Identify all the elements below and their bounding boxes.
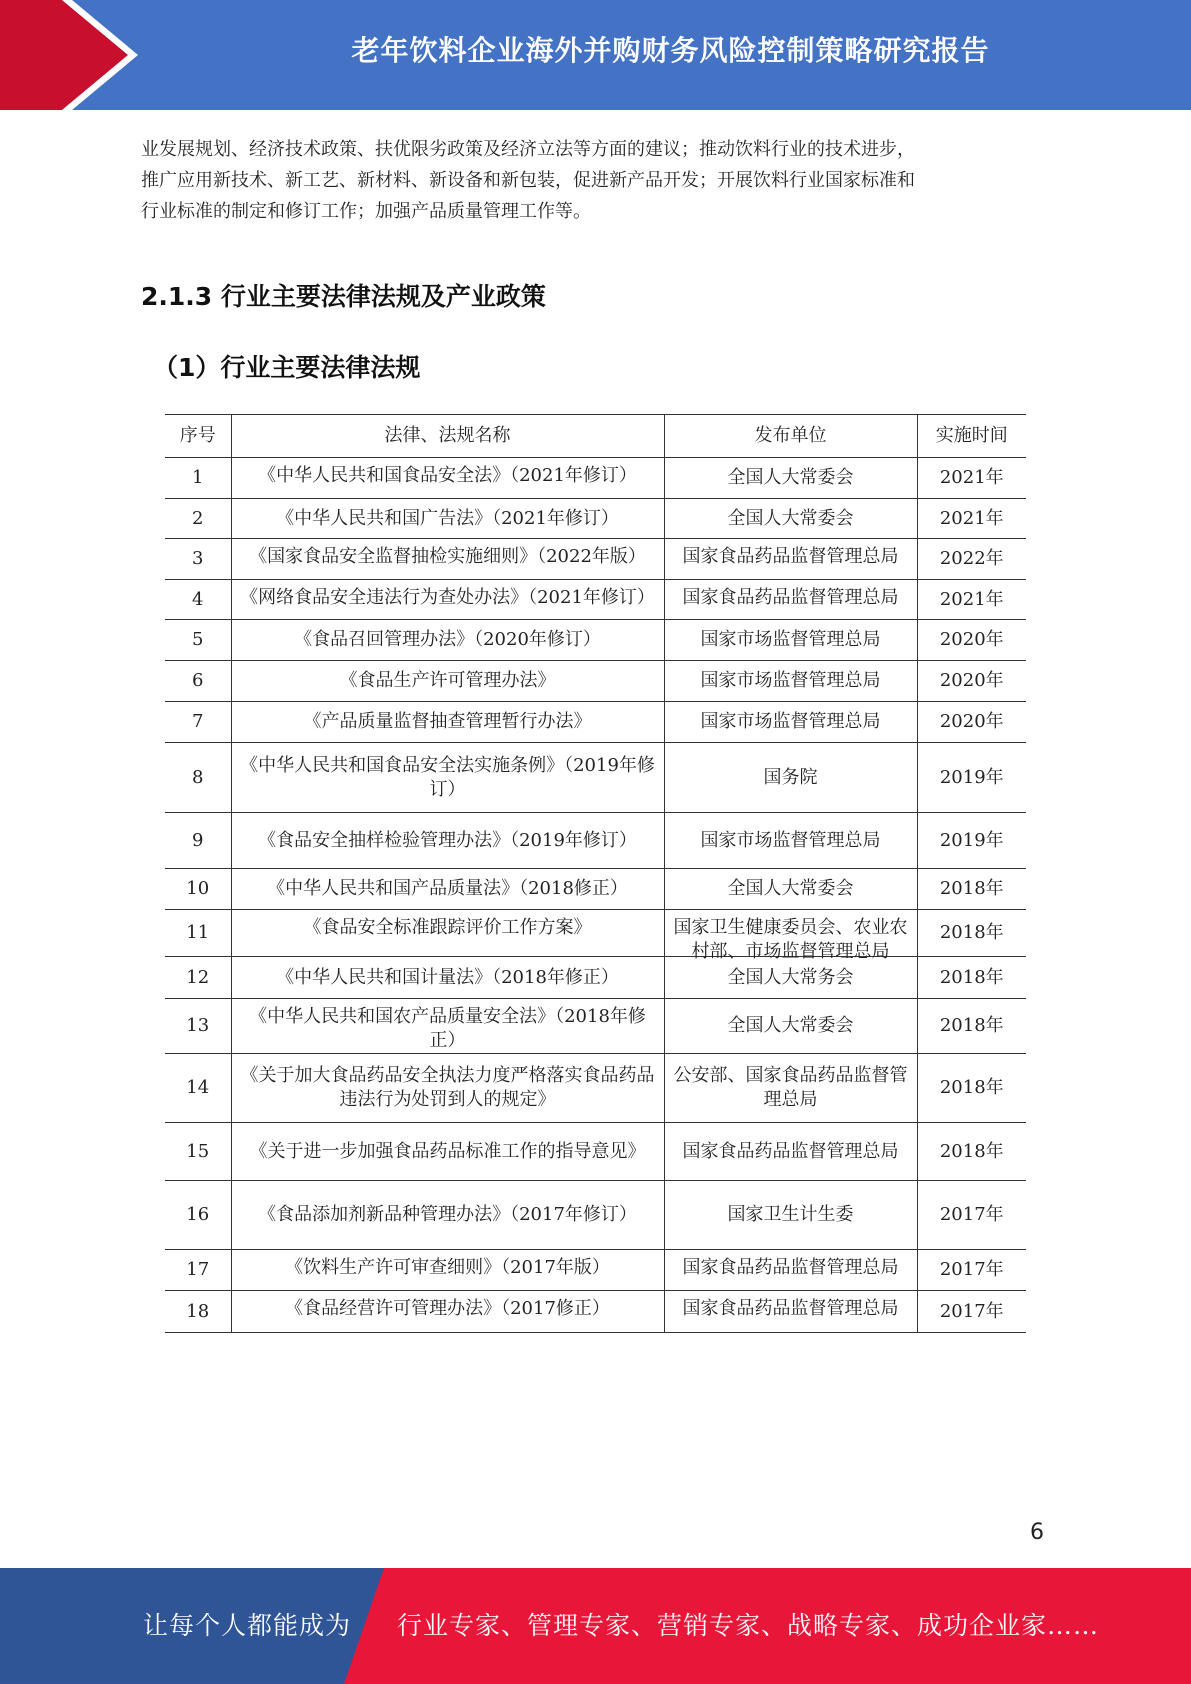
- issuing-authority: 国家市场监督管理总局: [700, 711, 881, 732]
- effective-date: 2017年: [939, 1300, 1004, 1322]
- issuing-authority-cell: [664, 1181, 917, 1250]
- table-row: [165, 661, 1026, 702]
- issuing-authority: 国家市场监督管理总局: [700, 670, 881, 691]
- table-row: [165, 580, 1026, 620]
- issuing-authority-cell: [664, 1054, 917, 1123]
- law-name: 《中华人民共和国计量法》（2018年修正）: [276, 966, 619, 988]
- row-number-cell: [165, 999, 231, 1054]
- law-name-cell: [231, 458, 664, 499]
- effective-date-cell: [917, 702, 1026, 743]
- law-name: 《中华人民共和国农产品质量安全法》（2018年修正）: [249, 1005, 646, 1051]
- law-name-cell: [231, 743, 664, 813]
- effective-date-cell: [917, 499, 1026, 539]
- law-name-cell: [231, 1181, 664, 1250]
- laws-table-container: [165, 414, 1026, 1336]
- effective-date: 2017年: [939, 1259, 1004, 1280]
- issuing-authority: 全国人大常委会: [727, 467, 854, 488]
- law-name: 《食品安全标准跟踪评价工作方案》: [303, 916, 592, 938]
- row-number-cell: [165, 458, 231, 499]
- table-row: [165, 869, 1026, 910]
- table-row: [165, 1054, 1026, 1123]
- law-name-cell: [231, 869, 664, 910]
- table-row: [165, 499, 1026, 539]
- table-row: [165, 1181, 1026, 1250]
- row-number-cell: [165, 910, 231, 957]
- law-name: 《食品经营许可管理办法》（2017修正）: [285, 1297, 610, 1319]
- issuing-authority: 国务院: [763, 766, 818, 788]
- law-name: 《饮料生产许可审查细则》（2017年版）: [285, 1256, 610, 1278]
- law-name: 《中华人民共和国食品安全法实施条例》（2019年修订）: [240, 754, 655, 800]
- law-name: 《关于进一步加强食品药品标准工作的指导意见》: [249, 1140, 646, 1162]
- law-name: 《食品生产许可管理办法》: [339, 670, 556, 691]
- effective-date-cell: [917, 999, 1026, 1054]
- header-no: 序号: [165, 415, 231, 458]
- law-name-cell: [231, 957, 664, 999]
- law-name-cell: [231, 499, 664, 539]
- row-number-cell: [165, 539, 231, 580]
- law-name-cell: [231, 1123, 664, 1181]
- issuing-authority-cell: [664, 743, 917, 813]
- row-number-cell: [165, 499, 231, 539]
- effective-date: 2020年: [939, 670, 1004, 691]
- effective-date-cell: [917, 661, 1026, 702]
- paragraph-line: 业发展规划、经济技术政策、扶优限劣政策及经济立法等方面的建议；推动饮料行业的技术进步，: [141, 139, 915, 160]
- intro-paragraph: [141, 134, 1061, 227]
- law-name: 《网络食品安全违法行为查处办法》（2021年修订）: [240, 586, 655, 608]
- effective-date-cell: [917, 580, 1026, 620]
- table-row: [165, 702, 1026, 743]
- law-name: 《食品添加剂新品种管理办法》（2017年修订）: [258, 1204, 637, 1225]
- row-number-cell: [165, 661, 231, 702]
- effective-date-cell: [917, 1181, 1026, 1250]
- effective-date-cell: [917, 620, 1026, 661]
- issuing-authority-cell: [664, 1291, 917, 1333]
- issuing-authority-cell: [664, 580, 917, 620]
- effective-date: 2018年: [939, 1140, 1004, 1162]
- row-number-cell: [165, 1250, 231, 1291]
- row-number: 18: [186, 1300, 210, 1322]
- row-number-cell: [165, 1291, 231, 1333]
- issuing-authority: 国家食品药品监督管理总局: [682, 1140, 899, 1162]
- table-row: [165, 1291, 1026, 1333]
- effective-date-cell: [917, 1123, 1026, 1181]
- effective-date-cell: [917, 910, 1026, 957]
- issuing-authority: 国家市场监督管理总局: [700, 829, 881, 851]
- header-issuer: 发布单位: [664, 415, 917, 458]
- effective-date: 2018年: [939, 1015, 1004, 1036]
- effective-date: 2020年: [939, 711, 1004, 732]
- table-row: [165, 999, 1026, 1054]
- row-number: 14: [186, 1077, 210, 1098]
- issuing-authority: 国家食品药品监督管理总局: [682, 586, 899, 608]
- laws-table: [165, 414, 1026, 1333]
- paragraph-line: 行业标准的制定和修订工作；加强产品质量管理工作等。: [141, 201, 591, 222]
- row-number: 7: [192, 711, 204, 732]
- issuing-authority: 公安部、国家食品药品监督管理总局: [673, 1065, 908, 1110]
- effective-date: 2018年: [939, 878, 1004, 899]
- law-name-cell: [231, 813, 664, 869]
- issuing-authority-cell: [664, 458, 917, 499]
- effective-date: 2017年: [939, 1204, 1004, 1225]
- law-name-cell: [231, 999, 664, 1054]
- effective-date: 2022年: [939, 548, 1004, 569]
- effective-date: 2018年: [939, 922, 1004, 943]
- row-number-cell: [165, 1181, 231, 1250]
- issuing-authority: 全国人大常委会: [727, 507, 854, 529]
- law-name-cell: [231, 580, 664, 620]
- row-number-cell: [165, 1123, 231, 1181]
- issuing-authority: 全国人大常委会: [727, 878, 854, 899]
- row-number: 5: [192, 629, 204, 650]
- row-number: 3: [192, 548, 204, 569]
- row-number-cell: [165, 813, 231, 869]
- effective-date-cell: [917, 813, 1026, 869]
- row-number-cell: [165, 620, 231, 661]
- paragraph-line: 推广应用新技术、新工艺、新材料、新设备和新包装，促进新产品开发；开展饮料行业国家标准和: [141, 170, 915, 191]
- law-name-cell: [231, 702, 664, 743]
- header-name: 法律、法规名称: [231, 415, 664, 458]
- effective-date: 2018年: [939, 966, 1004, 988]
- row-number: 9: [192, 829, 204, 851]
- row-number: 1: [192, 467, 204, 488]
- row-number-cell: [165, 743, 231, 813]
- effective-date-cell: [917, 743, 1026, 813]
- law-name: 《中华人民共和国产品质量法》（2018修正）: [267, 878, 628, 899]
- law-name-cell: [231, 661, 664, 702]
- row-number-cell: [165, 1054, 231, 1123]
- row-number: 11: [186, 922, 210, 943]
- subsection-heading: （1）行业主要法律法规: [153, 353, 421, 382]
- law-name-cell: [231, 620, 664, 661]
- effective-date-cell: [917, 1250, 1026, 1291]
- law-name: 《国家食品安全监督抽检实施细则》（2022年版）: [249, 545, 646, 567]
- effective-date: 2018年: [939, 1077, 1004, 1098]
- row-number-cell: [165, 957, 231, 999]
- row-number: 16: [186, 1204, 210, 1225]
- issuing-authority-cell: [664, 869, 917, 910]
- effective-date: 2021年: [939, 588, 1004, 610]
- law-name: 《中华人民共和国广告法》（2021年修订）: [276, 507, 619, 529]
- issuing-authority-cell: [664, 620, 917, 661]
- page-footer: [0, 1568, 1191, 1684]
- issuing-authority-cell: [664, 661, 917, 702]
- row-number: 10: [186, 878, 210, 899]
- header-date: 实施时间: [917, 415, 1026, 458]
- table-row: [165, 1123, 1026, 1181]
- table-row: [165, 458, 1026, 499]
- footer-slogan-left: 让每个人都能成为: [143, 1611, 352, 1640]
- table-row: [165, 1250, 1026, 1291]
- effective-date-cell: [917, 458, 1026, 499]
- table-row: [165, 620, 1026, 661]
- row-number: 15: [186, 1140, 210, 1162]
- law-name: 《食品安全抽样检验管理办法》（2019年修订）: [258, 829, 637, 851]
- table-row: [165, 910, 1026, 957]
- row-number: 2: [192, 507, 204, 529]
- row-number-cell: [165, 702, 231, 743]
- issuing-authority: 全国人大常委会: [727, 1015, 854, 1036]
- table-row: [165, 957, 1026, 999]
- law-name-cell: [231, 539, 664, 580]
- effective-date-cell: [917, 869, 1026, 910]
- row-number: 4: [192, 588, 204, 610]
- issuing-authority: 国家食品药品监督管理总局: [682, 1256, 899, 1278]
- law-name-cell: [231, 1054, 664, 1123]
- row-number: 13: [186, 1015, 210, 1036]
- law-name-cell: [231, 910, 664, 957]
- issuing-authority-cell: [664, 910, 917, 962]
- table-row: [165, 813, 1026, 869]
- law-name: 《关于加大食品药品安全执法力度严格落实食品药品违法行为处罚到人的规定》: [240, 1065, 655, 1110]
- row-number-cell: [165, 580, 231, 620]
- issuing-authority: 国家卫生健康委员会、农业农村部、市场监督管理总局: [673, 916, 908, 962]
- issuing-authority: 国家食品药品监督管理总局: [682, 545, 899, 567]
- table-row: [165, 743, 1026, 813]
- effective-date-cell: [917, 539, 1026, 580]
- effective-date-cell: [917, 1054, 1026, 1123]
- law-name: 《食品召回管理办法》（2020年修订）: [294, 629, 601, 650]
- issuing-authority-cell: [664, 499, 917, 539]
- table-row: [165, 539, 1026, 580]
- effective-date-cell: [917, 1291, 1026, 1333]
- page-number: 6: [1030, 1520, 1044, 1545]
- law-name: 《产品质量监督抽查管理暂行办法》: [303, 711, 592, 732]
- effective-date: 2019年: [939, 766, 1004, 788]
- issuing-authority-cell: [664, 702, 917, 743]
- issuing-authority-cell: [664, 539, 917, 580]
- footer-slogan-right: 行业专家、管理专家、营销专家、战略专家、成功企业家……: [397, 1611, 1100, 1640]
- effective-date-cell: [917, 957, 1026, 999]
- effective-date: 2019年: [939, 829, 1004, 851]
- effective-date: 2020年: [939, 629, 1004, 650]
- report-title: 老年饮料企业海外并购财务风险控制策略研究报告: [351, 34, 990, 67]
- table-header-row: [165, 415, 1026, 458]
- row-number: 6: [192, 670, 204, 691]
- chevron-arrow-icon: [0, 0, 160, 110]
- law-name-cell: [231, 1291, 664, 1333]
- law-name-cell: [231, 1250, 664, 1291]
- issuing-authority: 国家市场监督管理总局: [700, 629, 881, 650]
- issuing-authority-cell: [664, 1123, 917, 1181]
- effective-date: 2021年: [939, 467, 1004, 488]
- issuing-authority-cell: [664, 813, 917, 869]
- row-number: 8: [192, 766, 204, 788]
- section-heading: 2.1.3 行业主要法律法规及产业政策: [141, 282, 546, 311]
- issuing-authority: 全国人大常务会: [727, 966, 854, 988]
- row-number: 12: [186, 966, 210, 988]
- issuing-authority: 国家卫生计生委: [727, 1204, 854, 1225]
- issuing-authority-cell: [664, 999, 917, 1054]
- effective-date: 2021年: [939, 507, 1004, 529]
- table-body: [165, 458, 1026, 1333]
- row-number-cell: [165, 869, 231, 910]
- page-header: [0, 0, 1191, 110]
- law-name: 《中华人民共和国食品安全法》（2021年修订）: [258, 464, 637, 486]
- row-number: 17: [186, 1259, 210, 1280]
- issuing-authority-cell: [664, 1250, 917, 1291]
- issuing-authority: 国家食品药品监督管理总局: [682, 1297, 899, 1319]
